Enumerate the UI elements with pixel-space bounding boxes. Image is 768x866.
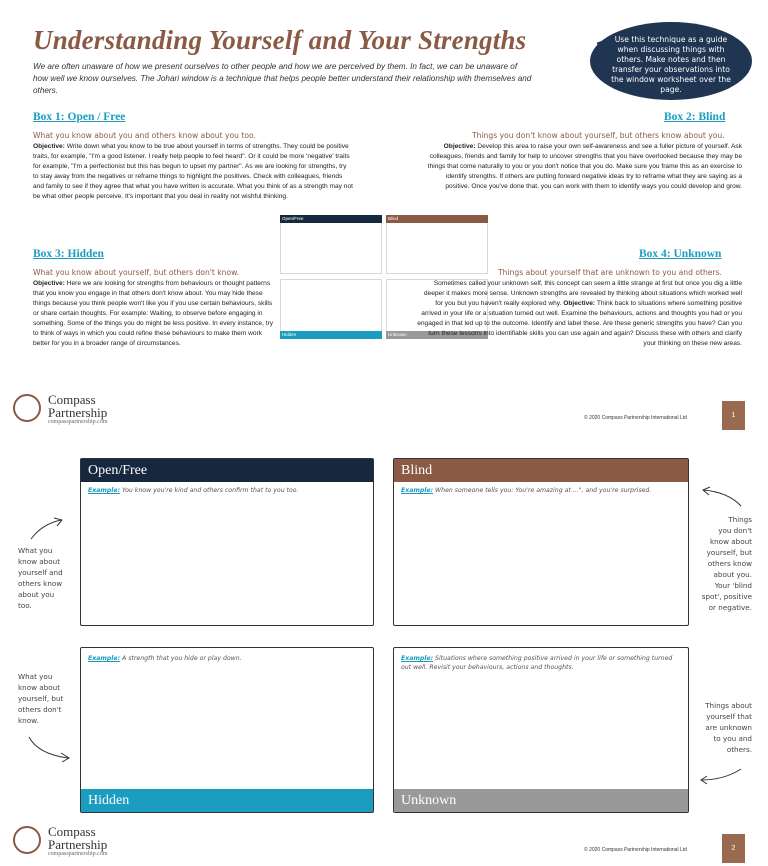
window-hidden-example — [81, 648, 373, 669]
box3-text — [33, 279, 278, 349]
mini-cell-open — [280, 215, 382, 274]
box4-body-2: Think back to situations where something positive arrived in your life or a situation turned out well. Examine the behaviours, actions and thoughts you had or you engaged in that led up to the outcome. Identify and label these. Are these generic strengths you have? Can you turn these lessons into identifiable skills you can use again and again? Discuss these with others and clarify your thinking on these new areas. — [417, 300, 742, 347]
window-open-example — [81, 482, 373, 499]
example-text: A strength that you hide or play down. — [120, 655, 242, 662]
logo-url: compasspartnership.com — [48, 419, 108, 425]
intro-text: We are often unaware of how we present ourselves to other people and how we are perceived by them. In fact, we can be unaware of how well we know ourselves. The Johari window is a technique that helps people better understand their relationship with themselves and others. — [33, 62, 532, 95]
page-number: 1 — [722, 401, 745, 430]
note-line: others. — [726, 745, 752, 754]
logo-line2: Partnership — [48, 837, 108, 852]
note-line: yourself that — [706, 712, 752, 721]
box2-objective-label: Objective: — [443, 143, 476, 150]
window-unknown-example — [394, 648, 688, 678]
speech-bubble: Use this technique as a guide when discussing things with others. Make notes and then transfer your observations into the window worksheet over the page. — [590, 22, 752, 100]
window-unknown-title: Unknown — [394, 789, 688, 812]
note-line: others know — [707, 559, 752, 568]
note-line: Things about — [705, 701, 752, 710]
page-number: 2 — [722, 834, 745, 863]
example-text: You know you're kind and others confirm that to you too. — [120, 487, 299, 494]
note-line: yourself, but — [18, 694, 64, 703]
arrow-right-top-icon — [700, 486, 744, 510]
box2-subtitle: Things you don't know about yourself, but others know about you. — [472, 131, 725, 140]
note-right-bottom — [692, 700, 752, 755]
window-open-title: Open/Free — [81, 459, 373, 482]
note-line: about you. — [713, 570, 752, 579]
copyright: © 2020 Compass Partnership International Ltd — [584, 847, 687, 853]
box3-title: Box 3: Hidden — [33, 248, 104, 260]
logo-line1: Compass — [48, 392, 96, 407]
window-hidden — [80, 647, 374, 813]
note-line: spot', positive — [701, 592, 752, 601]
box4-body-1: Sometimes called your unknown self, this concept can seem a little strange at first but once you dig a little deeper it makes more sense. Unknown strengths are revealed by thinking about situations which worked well for you but you haven't really explored why. — [423, 280, 742, 307]
box4-subtitle: Things about yourself that are unknown to you and others. — [498, 268, 722, 277]
note-line: about you — [18, 590, 55, 599]
arrow-left-top-icon — [28, 516, 66, 542]
note-left-bottom — [18, 671, 78, 726]
note-left-top — [18, 545, 78, 611]
arrow-left-bottom-icon — [26, 734, 72, 764]
logo-text — [48, 393, 107, 425]
example-text: Situations where something positive arrived in your life or something turned out well. Revisit your behaviours, actions and thoughts. — [401, 655, 673, 671]
box2-title: Box 2: Blind — [664, 111, 726, 123]
mini-bar-hidden: Hidden — [280, 331, 382, 339]
window-blind — [393, 458, 689, 626]
example-label: Example: — [88, 487, 121, 494]
page-title: Understanding Yourself and Your Strengths — [33, 25, 527, 55]
example-label: Example: — [401, 655, 434, 662]
box4-title: Box 4: Unknown — [639, 248, 722, 260]
note-line: to you and — [713, 734, 752, 743]
example-label: Example: — [401, 487, 434, 494]
box1-body: Write down what you know to be true about yourself in terms of strengths. They could be positive traits, for example, "I'm a good listener. I really help people to feel heard". Or it could be more 'negative' traits for example, "I'm a perfectionist but this has begun to upset my partner". As we are looking for strengths, try to stay away from the negatives or reframe things to highlight the positives. Check with colleagues, friends and family to see if they agree that what you have written is accurate. What you think of as a strength may not be what other people perceive. It's important that you deal in reality not wishful thinking. — [33, 143, 353, 200]
window-blind-example — [394, 482, 688, 499]
window-open — [80, 458, 374, 626]
mini-cell-hidden — [280, 279, 382, 338]
box4-objective-label: Objective: — [563, 300, 596, 307]
box3-subtitle: What you know about yourself, but others don't know. — [33, 268, 240, 277]
note-line: or negative. — [708, 603, 752, 612]
mini-cell-blind — [386, 215, 488, 274]
note-line: are unknown — [705, 723, 752, 732]
window-blind-title: Blind — [394, 459, 688, 482]
note-line: Your 'blind — [714, 581, 752, 590]
note-line: yourself, but — [706, 548, 752, 557]
note-line: Things — [728, 515, 752, 524]
logo-line2: Partnership — [48, 405, 108, 420]
window-unknown — [393, 647, 689, 813]
mini-bar-blind: Blind — [386, 215, 488, 223]
window-hidden-title: Hidden — [81, 789, 373, 812]
box3-objective-label: Objective: — [33, 280, 65, 287]
mini-bar-unknown: Unknown — [386, 331, 488, 339]
compass-logo-icon — [13, 394, 41, 422]
box1-objective-label: Objective: — [33, 143, 65, 150]
note-line: know about — [18, 683, 61, 692]
box1-subtitle: What you know about you and others know about you too. — [33, 131, 256, 140]
note-line: know about — [18, 557, 61, 566]
box3-body: Here we are looking for strengths from behaviours or thought patterns that you know you engage in that others don't know about. You may hide these things because you think people won't like you if you use certain behaviours, skills or share certain thoughts. For example: Waiting, to observe before engaging in something. Some of the things you do might be less positive. In every instance, try to think of ways in which you could refine these behaviours to make them work better for you in a broader range of circumstances. — [33, 280, 274, 347]
note-right-top — [692, 514, 752, 613]
compass-logo-icon — [13, 826, 41, 854]
note-line: others don't — [18, 705, 62, 714]
note-line: What you — [18, 546, 53, 555]
logo-url: compasspartnership.com — [48, 851, 108, 857]
box2-body: Develop this area to raise your own self-awareness and see a fuller picture of yourself. Ask colleagues, friends and family for help to uncover strengths that you have overlooked because they may be things that come naturally to you or you don't notice that you do. Make sure you frame this as an exercise to identify strengths. If others are putting forward negative ideas try to reframe what they are saying as a positive. Once you've done that, you can work with them to identify ways you could develop and grow. — [427, 143, 742, 190]
note-line: What you — [18, 672, 53, 681]
mini-bar-open: Open/Free — [280, 215, 382, 223]
copyright: © 2020 Compass Partnership International Ltd — [584, 415, 687, 421]
note-line: yourself and — [18, 568, 63, 577]
note-line: too. — [18, 601, 32, 610]
arrow-right-bottom-icon — [698, 766, 744, 786]
note-line: others know — [18, 579, 63, 588]
box1-text — [33, 142, 353, 202]
note-line: know. — [18, 716, 39, 725]
note-line: know about — [709, 537, 752, 546]
box1-title: Box 1: Open / Free — [33, 111, 126, 123]
example-text: When someone tells you: You're amazing at ...", and you're surprised. — [433, 487, 652, 494]
box2-text — [420, 142, 742, 192]
example-label: Example: — [88, 655, 121, 662]
logo-line1: Compass — [48, 824, 96, 839]
note-line: you don't — [718, 526, 752, 535]
logo-text — [48, 825, 107, 857]
box4-text — [415, 279, 742, 349]
